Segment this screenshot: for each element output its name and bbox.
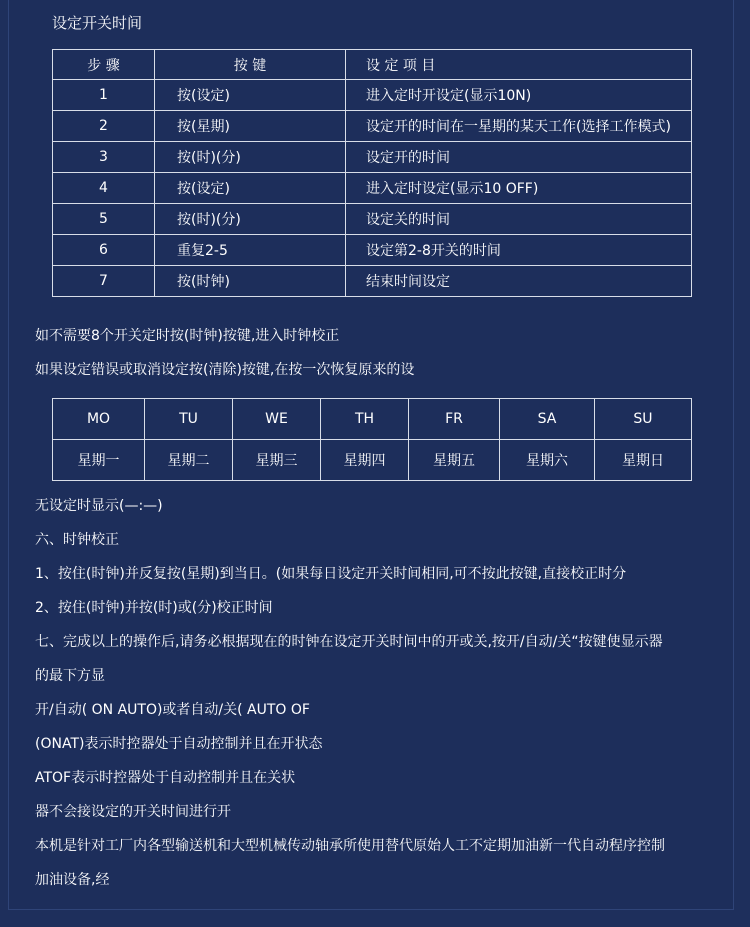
step-description: 进入定时设定(显示10 OFF) xyxy=(346,173,692,204)
header-key: 按 键 xyxy=(155,50,346,80)
step-key: 按(时钟) xyxy=(155,266,346,297)
weekday-name: 星期六 xyxy=(500,440,595,481)
section-title: 设定开关时间 xyxy=(52,14,143,32)
product-description-cont: 加油设备,经 xyxy=(35,872,110,888)
weekday-name: 星期五 xyxy=(409,440,500,481)
step-number: 3 xyxy=(53,142,155,173)
header-setting: 设 定 项 目 xyxy=(346,50,692,80)
step-description: 结束时间设定 xyxy=(346,266,692,297)
step-key: 按(设定) xyxy=(155,173,346,204)
table-row xyxy=(53,235,692,266)
note-display-bottom: 的最下方显 xyxy=(35,668,105,684)
note-atof: ATOF表示时控器处于自动控制并且在关状 xyxy=(35,770,296,786)
table-row xyxy=(53,204,692,235)
weekday-name: 星期一 xyxy=(53,440,145,481)
step-key: 重复2-5 xyxy=(155,235,346,266)
steps-table xyxy=(52,49,692,297)
step-key: 按(星期) xyxy=(155,111,346,142)
weekday-table xyxy=(52,398,692,481)
step-number: 6 xyxy=(53,235,155,266)
section-clock-correction: 六、时钟校正 xyxy=(35,532,119,548)
table-row xyxy=(53,111,692,142)
weekday-code: WE xyxy=(233,399,321,440)
step-description: 进入定时开设定(显示10N) xyxy=(346,80,692,111)
table-row xyxy=(53,142,692,173)
note-onat: (ONAT)表示时控器处于自动控制并且在开状态 xyxy=(35,736,323,752)
table-row xyxy=(53,173,692,204)
weekday-code-row xyxy=(53,399,692,440)
step-key: 按(时)(分) xyxy=(155,204,346,235)
table-row xyxy=(53,80,692,111)
step-number: 4 xyxy=(53,173,155,204)
step-number: 7 xyxy=(53,266,155,297)
note-no-eight-switches: 如不需要8个开关定时按(时钟)按键,进入时钟校正 xyxy=(35,328,340,344)
weekday-code: TH xyxy=(321,399,409,440)
table-row xyxy=(53,266,692,297)
header-step: 步 骤 xyxy=(53,50,155,80)
weekday-code: SU xyxy=(595,399,692,440)
weekday-code: MO xyxy=(53,399,145,440)
weekday-name: 星期四 xyxy=(321,440,409,481)
note-cancel-setting: 如果设定错误或取消设定按(清除)按键,在按一次恢复原来的设 xyxy=(35,362,415,378)
weekday-name: 星期二 xyxy=(145,440,233,481)
step-description: 设定开的时间在一星期的某天工作(选择工作模式) xyxy=(346,111,692,142)
step-description: 设定第2-8开关的时间 xyxy=(346,235,692,266)
note-no-setting-display: 无设定时显示(—:—) xyxy=(35,498,163,514)
step-description: 设定关的时间 xyxy=(346,204,692,235)
step-key: 按(时)(分) xyxy=(155,142,346,173)
weekday-code: SA xyxy=(500,399,595,440)
weekday-name: 星期日 xyxy=(595,440,692,481)
note-no-switching: 器不会接设定的开关时间进行开 xyxy=(35,804,231,820)
step-number: 5 xyxy=(53,204,155,235)
clock-step-1: 1、按住(时钟)并反复按(星期)到当日。(如果每日设定开关时间相同,可不按此按键,直接校正时分 xyxy=(35,566,627,582)
step-number: 2 xyxy=(53,111,155,142)
note-on-auto: 开/自动( ON AUTO)或者自动/关( AUTO OF xyxy=(35,702,310,718)
clock-step-2: 2、按住(时钟)并按(时)或(分)校正时间 xyxy=(35,600,273,616)
product-description: 本机是针对工厂内各型输送机和大型机械传动轴承所使用替代原始人工不定期加油新一代自动程序控制 xyxy=(35,838,665,854)
weekday-name: 星期三 xyxy=(233,440,321,481)
step-key: 按(设定) xyxy=(155,80,346,111)
step-description: 设定开的时间 xyxy=(346,142,692,173)
weekday-code: TU xyxy=(145,399,233,440)
step-number: 1 xyxy=(53,80,155,111)
weekday-code: FR xyxy=(409,399,500,440)
weekday-name-row xyxy=(53,440,692,481)
section-after-operation: 七、完成以上的操作后,请务必根据现在的时钟在设定开关时间中的开或关,按开/自动/关“按键使显示器 xyxy=(35,634,663,650)
table-header-row xyxy=(53,50,692,80)
